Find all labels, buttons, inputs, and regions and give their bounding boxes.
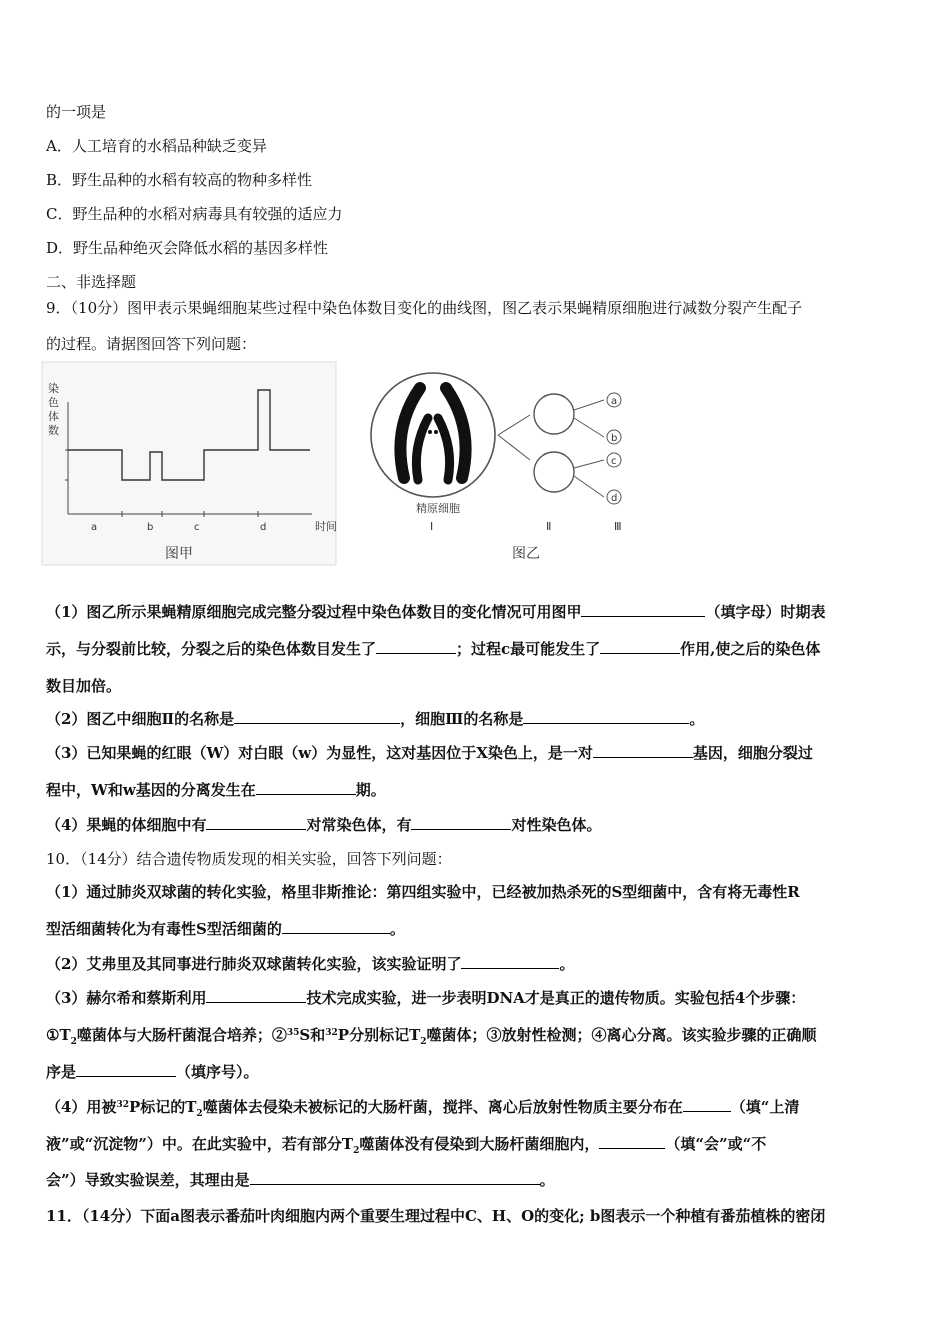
answer-blank[interactable]: [282, 919, 390, 934]
tick-a: a: [91, 522, 98, 533]
gamete-b: b: [611, 433, 618, 444]
q9-p2: （2）图乙中细胞Ⅱ的名称是 ，细胞Ⅲ的名称是 。: [46, 710, 705, 728]
q8-stem-end: 的一项是: [46, 103, 107, 121]
answer-blank[interactable]: [206, 988, 306, 1003]
q10-p3-line1: （3）赫尔希和蔡斯利用 技术完成实验，进一步表明DNA才是真正的遗传物质。实验包括4个步骤：: [46, 989, 806, 1007]
option-c: C．野生品种的水稻对病毒具有较强的适应力: [46, 205, 343, 223]
answer-blank[interactable]: [461, 954, 559, 969]
figure-a-caption: 图甲: [165, 546, 193, 562]
q9-p4: （4）果蝇的体细胞中有 对常染色体，有 对性染色体。: [46, 816, 602, 834]
figure-b-diagram: [371, 373, 622, 562]
q9-intro-cont: 的过程。请据图回答下列问题：: [46, 335, 257, 353]
figure-b-caption: 图乙: [512, 546, 540, 562]
section-heading: 二、非选择题: [46, 273, 137, 291]
q10-p4-line1: （4）用被$^{32}$P标记的$T_2$噬菌体去侵染未被标记的大肠杆菌，搅拌、离心后放射性物质主要分布在 （填“上清: [46, 1098, 800, 1119]
q10-p3-line3: 序是 （填序号）。: [46, 1063, 259, 1081]
option-b: B．野生品种的水稻有较高的物种多样性: [46, 171, 313, 189]
q9-p1-line1: （1）图乙所示果蝇精原细胞完成完整分裂过程中染色体数目的变化情况可用图甲 （填字母）时期表: [46, 603, 826, 621]
tick-c: c: [194, 522, 200, 533]
figure-a-ylabel-3: 体: [48, 410, 59, 423]
gamete-c: c: [611, 456, 617, 467]
q11-intro: 11．（14分）下面a图表示番茄叶肉细胞内两个重要生理过程中C、H、O的变化; b图表示一个种植有番茄植株的密闭: [46, 1207, 826, 1225]
q10-p1-line1: （1）通过肺炎双球菌的转化实验，格里非斯推论：第四组实验中，已经被加热杀死的S型细菌中，含有将无毒性R: [46, 883, 800, 901]
answer-blank[interactable]: [523, 709, 689, 724]
figure-a-ylabel-4: 数: [48, 424, 59, 437]
figure-a-ylabel-1: 染: [48, 382, 59, 395]
q9-p3-line2: 程中，W和w基因的分离发生在 期。: [46, 781, 386, 799]
q9-p1-line3: 数目加倍。: [46, 677, 122, 695]
figure-a-graph: [42, 362, 337, 565]
q10-p4-line2: 液”或“沉淀物”）中。在此实验中，若有部分$T_2$噬菌体没有侵染到大肠杆菌细胞内， （填“会”或“不: [46, 1135, 767, 1156]
gamete-d: d: [611, 493, 618, 504]
answer-blank[interactable]: [206, 815, 306, 830]
option-a: A．人工培育的水稻品种缺乏变异: [46, 137, 267, 155]
q9-intro: 9．（10分）图甲表示果蝇细胞某些过程中染色体数目变化的曲线图，图乙表示果蝇精原细胞进行减数分裂产生配子: [46, 299, 803, 317]
q10-intro: 10．（14分）结合遗传物质发现的相关实验，回答下列问题：: [46, 850, 452, 868]
q9-p3-line1: （3）已知果蝇的红眼（W）对白眼（w）为显性，这对基因位于X染色上，是一对 基因，细胞分裂过: [46, 744, 813, 762]
stage-1: Ⅰ: [430, 520, 434, 533]
q9-figure: [40, 360, 640, 575]
q10-p2: （2）艾弗里及其同事进行肺炎双球菌转化实验，该实验证明了 。: [46, 955, 575, 973]
gamete-a: a: [611, 396, 618, 407]
spermatogonium-label: 精原细胞: [416, 502, 460, 515]
answer-blank[interactable]: [250, 1170, 540, 1185]
figure-a-ylabel-2: 色: [48, 396, 59, 409]
tick-d: d: [260, 522, 267, 533]
figure-a-xlabel: 时间: [315, 520, 337, 533]
answer-blank[interactable]: [599, 1134, 665, 1149]
answer-blank[interactable]: [683, 1097, 731, 1112]
q10-p3-line2: $①T_2$噬菌体与大肠杆菌混合培养；②$^{35}$S和$^{32}$P分别标记$T_2$噬菌体；③放射性检测；④离心分离。该实验步骤的正确顺: [46, 1026, 817, 1047]
answer-blank[interactable]: [600, 639, 680, 654]
answer-blank[interactable]: [581, 602, 705, 617]
tick-b: b: [147, 522, 154, 533]
answer-blank[interactable]: [376, 639, 456, 654]
answer-blank[interactable]: [593, 743, 693, 758]
stage-3: Ⅲ: [614, 520, 622, 533]
answer-blank[interactable]: [256, 780, 356, 795]
answer-blank[interactable]: [76, 1062, 176, 1077]
q10-p4-line3: 会”）导致实验误差，其理由是 。: [46, 1171, 555, 1189]
option-d: D．野生品种绝灭会降低水稻的基因多样性: [46, 239, 329, 257]
q9-p1-line2: 示，与分裂前比较，分裂之后的染色体数目发生了 ；过程c最可能发生了 作用,使之后的染色体: [46, 640, 821, 658]
answer-blank[interactable]: [234, 709, 400, 724]
answer-blank[interactable]: [411, 815, 511, 830]
q10-p1-line2: 型活细菌转化为有毒性S型活细菌的 。: [46, 920, 405, 938]
stage-2: Ⅱ: [546, 520, 552, 533]
